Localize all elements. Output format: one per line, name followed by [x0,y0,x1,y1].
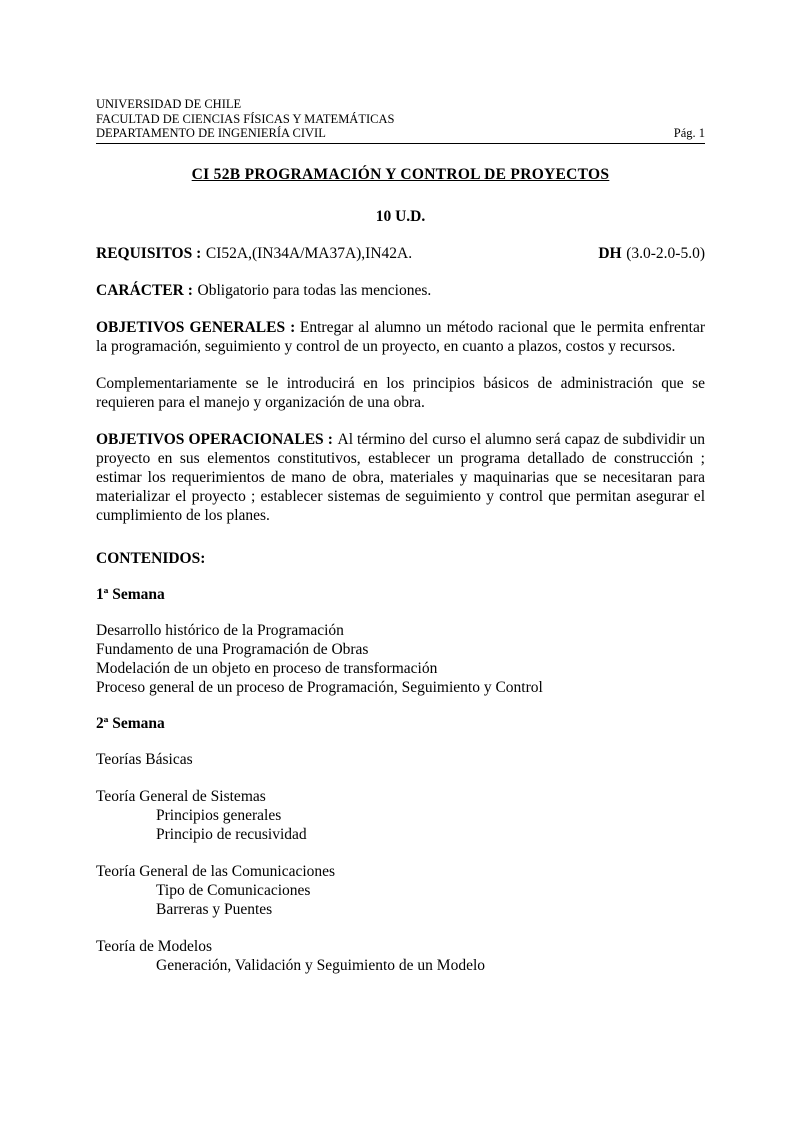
page-number: Pág. 1 [673,126,705,140]
course-title-text: CI 52B PROGRAMACIÓN Y CONTROL DE PROYECTOS [191,165,610,183]
week-1-title: 1ª Semana [96,585,165,603]
dh-field [598,244,705,263]
content-line: Modelación de un objeto en proceso de transformación [96,659,438,677]
content-line: Desarrollo histórico de la Programación [96,621,344,639]
week-2-section [96,714,705,975]
dh-label: DH [598,244,622,262]
content-line: Principio de recusividad [156,825,307,843]
group-modelos [96,937,705,975]
content-line: Fundamento de una Programación de Obras [96,640,369,658]
dh-value: (3.0-2.0-5.0) [626,244,705,262]
group-title: Teoría General de Sistemas [96,787,266,805]
requisitos-field [96,244,412,263]
contenidos-heading: CONTENIDOS: [96,549,206,567]
requisitos-label: REQUISITOS : [96,244,202,262]
objetivos-operacionales-text: Al término del curso el alumno será capaz de subdividir un proyecto en sus elementos constitutivos, establecer un programa detallado de construcción ; estimar los requerimientos de mano de obra, materiales y maquinarias que se necesitaran para materializar el proyecto ; establecer sistemas de seguimiento y control que permitan asegurar el cumplimiento de los planes. [96,430,705,524]
header-faculty: FACULTAD DE CIENCIAS FÍSICAS Y MATEMÁTICAS [96,111,395,126]
caracter-label: CARÁCTER : [96,281,193,299]
week-2-intro [96,750,705,769]
group-title: Teoría General de las Comunicaciones [96,862,336,880]
week-2-title: 2ª Semana [96,714,165,732]
caracter-value: Obligatorio para todas las menciones. [197,281,432,299]
content-line: Teorías Básicas [96,750,193,768]
requisitos-value: CI52A,(IN34A/MA37A),IN42A. [205,244,413,262]
group-sistemas [96,787,705,844]
group-comunicaciones [96,862,705,919]
objetivos-generales-label: OBJETIVOS GENERALES : [96,318,296,336]
header-university: UNIVERSIDAD DE CHILE [96,97,242,111]
objetivos-operacionales-label: OBJETIVOS OPERACIONALES : [96,430,333,448]
objetivos-operacionales [96,430,705,525]
header-rule-row [96,126,705,144]
objetivos-generales-text: Entregar al alumno un método racional que le permita enfrentar la programación, seguimiento y control de un proyecto, en cuanto a plazos, costos y recursos. [96,318,706,355]
content-line: Barreras y Puentes [156,900,273,918]
requisitos-row [96,244,705,263]
content-line: Principios generales [156,806,282,824]
content-line: Proceso general de un proceso de Programación, Seguimiento y Control [96,678,543,696]
group-title: Teoría de Modelos [96,937,212,955]
caracter-field [96,281,705,300]
content-line: Tipo de Comunicaciones [156,881,311,899]
week-1-section [96,585,705,697]
objetivos-generales [96,318,705,356]
document-header [96,97,705,144]
course-units: 10 U.D. [375,207,426,225]
header-department: DEPARTAMENTO DE INGENIERÍA CIVIL [96,126,326,140]
week-1-items [96,621,705,697]
content-line: Generación, Validación y Seguimiento de un Modelo [156,956,486,974]
parrafo-complementario: Complementariamente se le introducirá en los principios básicos de administración que se requieren para el manejo y organización de una obra. [96,374,705,411]
course-title [96,165,705,184]
